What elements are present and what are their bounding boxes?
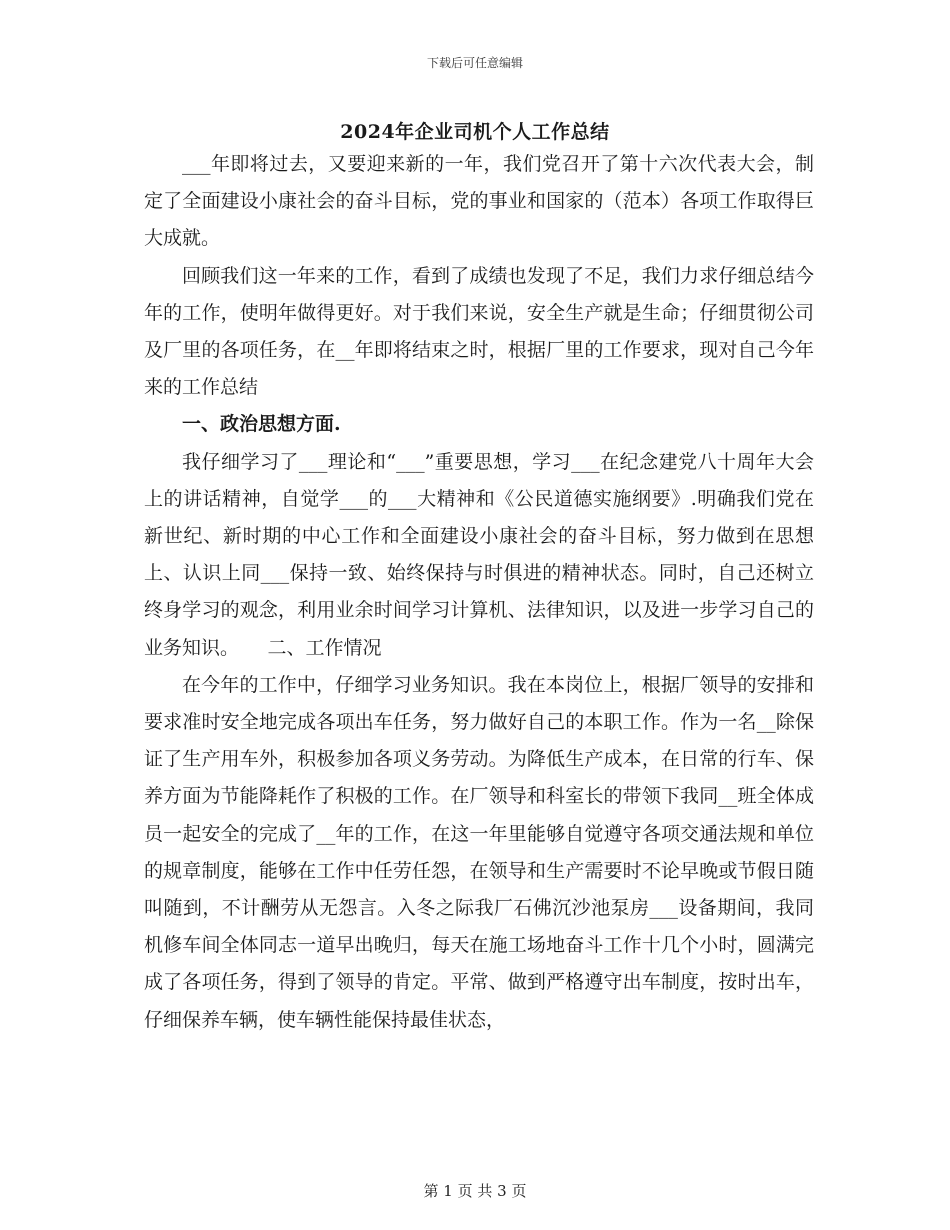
document-title: 2024年企业司机个人工作总结 bbox=[340, 121, 610, 143]
paragraph-work: 在今年的工作中，仔细学习业务知识。我在本岗位上，根据厂领导的安排和要求准时安全地完成各项出车任务，努力做好自己的本职工作。作为一名__除保证了生产用车外，积极参加各项义务劳动。为降低生产成本，在日常的行车、保养方面为节能降耗作了积极的工作。在厂领导和科室长的带领下我同__班全体成员一起安全的完成了__年的工作，在这一年里能够自觉遵守各项交通法规和单位的规章制度，能够在工作中任劳任怨，在领导和生产需要时不论早晚或节假日随叫随到，不计酬劳从无怨言。入冬之际我厂石佛沉沙池泵房___设备期间，我同机修车间全体同志一道早出晚归，每天在施工场地奋斗工作十几个小时，圆满完成了各项任务，得到了领导的肯定。平常、做到严格遵守出车制度，按时出车，仔细保养车辆，使车辆性能保持最佳状态， bbox=[144, 673, 814, 1031]
paragraph-review: 回顾我们这一年来的工作，看到了成绩也发现了不足，我们力求仔细总结今年的工作，使明年做得更好。对于我们来说，安全生产就是生命；仔细贯彻公司及厂里的各项任务，在__年即将结束之时，根据厂里的工作要求，现对自己今年来的工作总结 bbox=[144, 264, 814, 399]
paragraph-political: 我仔细学习了___理论和“___”重要思想，学习___在纪念建党八十周年大会上的讲话精神，自觉学___的___大精神和《公民道德实施纲要》.明确我们党在新世纪、新时期的中心工作和全面建设小康社会的奋斗目标，努力做到在思想上、认识上同___保持一致、始终保持与时俱进的精神状态。同时，自己还树立终身学习的观念，利用业余时间学习计算机、法律知识，以及进一步学习自己的业务知识。 二、工作情况 bbox=[144, 450, 814, 659]
paragraph-intro: ___年即将过去，又要迎来新的一年，我们党召开了第十六次代表大会，制定了全面建设小康社会的奋斗目标，党的事业和国家的（范本）各项工作取得巨大成就。 bbox=[144, 153, 814, 250]
document-body bbox=[144, 146, 814, 1039]
section-heading-political: 一、政治思想方面. bbox=[182, 413, 341, 436]
page-footer: 第 1 页 共 3 页 bbox=[423, 1182, 527, 1200]
header-note: 下载后可任意编辑 bbox=[426, 56, 523, 70]
